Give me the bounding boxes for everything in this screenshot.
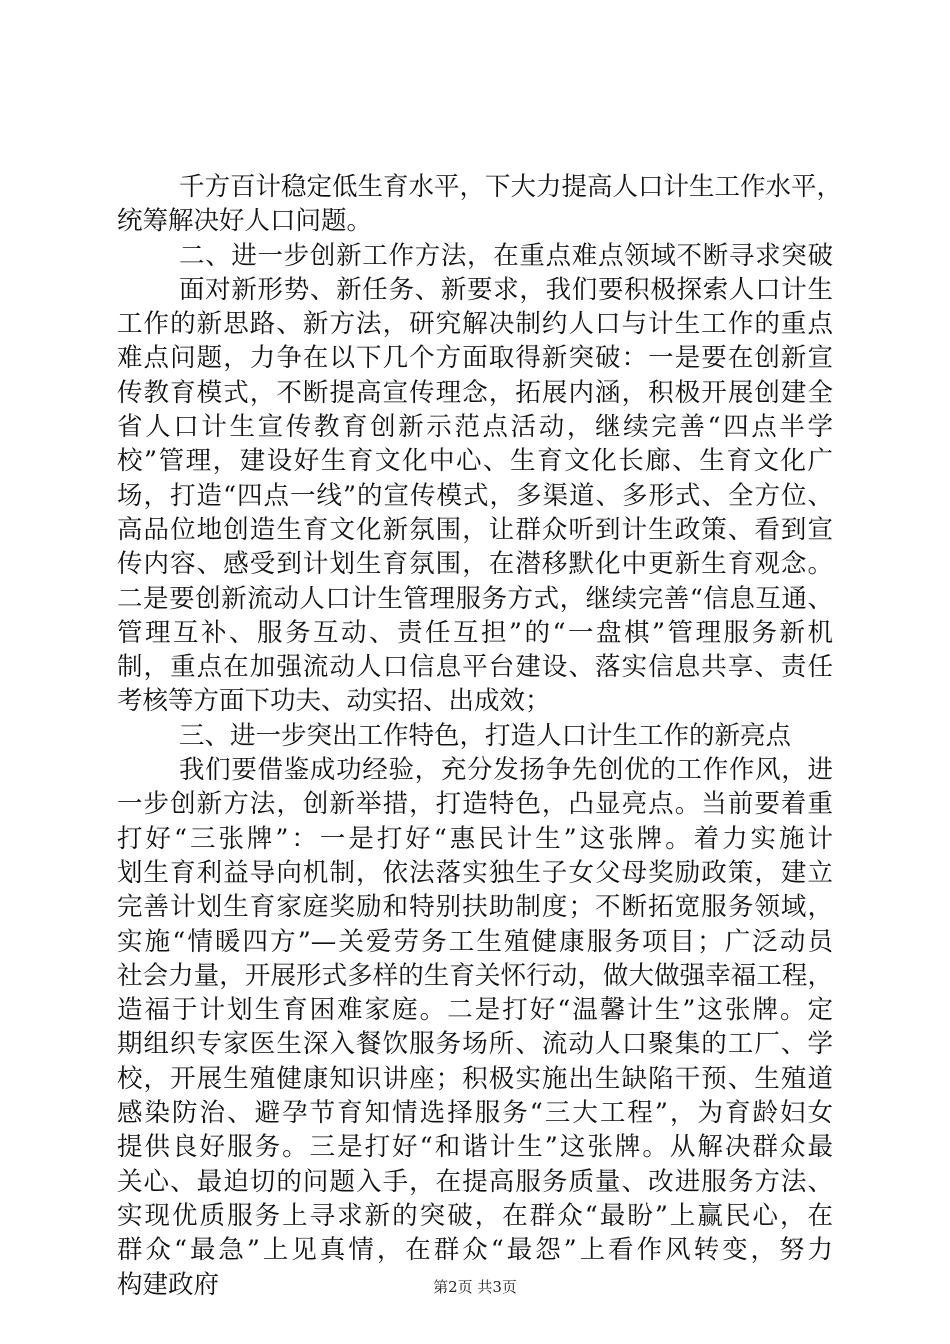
text-line-29: 提供良好服务。三是打好“和谐计生”这张牌。从解决群众最: [117, 1132, 833, 1163]
text-line-24: 社会力量，开展形式多样的生育关怀行动，做大做强幸福工程，: [117, 960, 833, 991]
text-line-22: 完善计划生育家庭奖励和特别扶助制度；不断拓宽服务领域，: [117, 892, 833, 923]
text-line-14: 管理互补、服务互动、责任互担”的“一盘棋”管理服务新机: [117, 617, 833, 648]
text-line-10: 场，打造“四点一线”的宣传模式，多渠道、多形式、全方位、: [117, 480, 833, 511]
text-line-11: 高品位地创造生育文化新氛围，让群众听到计生政策、看到宣: [117, 514, 833, 545]
text-line-18: 我们要借鉴成功经验，充分发扬争先创优的工作作风，进: [179, 755, 833, 786]
text-line-6: 难点问题，力争在以下几个方面取得新突破：一是要在创新宣: [117, 343, 833, 374]
text-line-7: 传教育模式，不断提高宣传理念，拓展内涵，积极开展创建全: [117, 377, 833, 408]
text-line-33: 构建政府: [117, 1269, 220, 1300]
text-line-5: 工作的新思路、新方法，研究解决制约人口与计生工作的重点: [117, 309, 833, 340]
text-line-12: 传内容、感受到计划生育氛围，在潜移默化中更新生育观念。: [117, 549, 833, 580]
text-line-4: 面对新形势、新任务、新要求，我们要积极探索人口计生: [179, 274, 833, 305]
text-line-21: 划生育利益导向机制，依法落实独生子女父母奖励政策，建立: [117, 857, 833, 888]
text-line-26: 期组织专家医生深入餐饮服务场所、流动人口聚集的工厂、学: [117, 1029, 833, 1060]
text-line-27: 校，开展生殖健康知识讲座；积极实施出生缺陷干预、生殖道: [117, 1063, 833, 1094]
text-line-31: 实现优质服务上寻求新的突破，在群众“最盼”上赢民心，在: [117, 1200, 833, 1231]
text-line-20: 打好“三张牌”：一是打好“惠民计生”这张牌。着力实施计: [117, 823, 833, 854]
text-line-16: 考核等方面下功夫、动实招、出成效；: [117, 686, 551, 717]
text-line-28: 感染防治、避孕节育知情选择服务“三大工程”，为育龄妇女: [117, 1098, 833, 1129]
text-line-30: 关心、最迫切的问题入手，在提高服务质量、改进服务方法、: [117, 1166, 833, 1197]
text-line-13: 二是要创新流动人口计生管理服务方式，继续完善“信息互通、: [117, 583, 833, 614]
body-text: [117, 170, 843, 1302]
text-line-23: 实施“情暖四方”—关爱劳务工生殖健康服务项目；广泛动员: [117, 926, 833, 957]
section-heading-3: 三、进一步突出工作特色，打造人口计生工作的新亮点: [179, 720, 792, 751]
text-line-9: 校”管理，建设好生育文化中心、生育文化长廊、生育文化广: [117, 446, 833, 477]
text-line-1: 千方百计稳定低生育水平，下大力提高人口计生工作水平，: [179, 172, 843, 202]
text-line-25: 造福于计划生育困难家庭。二是打好“温馨计生”这张牌。定: [117, 995, 833, 1026]
text-line-2: 统筹解决好人口问题。: [117, 206, 373, 237]
text-line-19: 一步创新方法，创新举措，打造特色，凸显亮点。当前要着重: [117, 789, 833, 820]
text-line-15: 制，重点在加强流动人口信息平台建设、落实信息共享、责任: [117, 652, 833, 683]
text-line-8: 省人口计生宣传教育创新示范点活动，继续完善“四点半学: [117, 412, 833, 443]
text-line-32: 群众“最急”上见真情，在群众“最怨”上看作风转变，努力: [117, 1235, 833, 1266]
section-heading-2: 二、进一步创新工作方法，在重点难点领域不断寻求突破: [179, 240, 833, 271]
page-number-footer: 第2页 共3页: [433, 1278, 517, 1296]
